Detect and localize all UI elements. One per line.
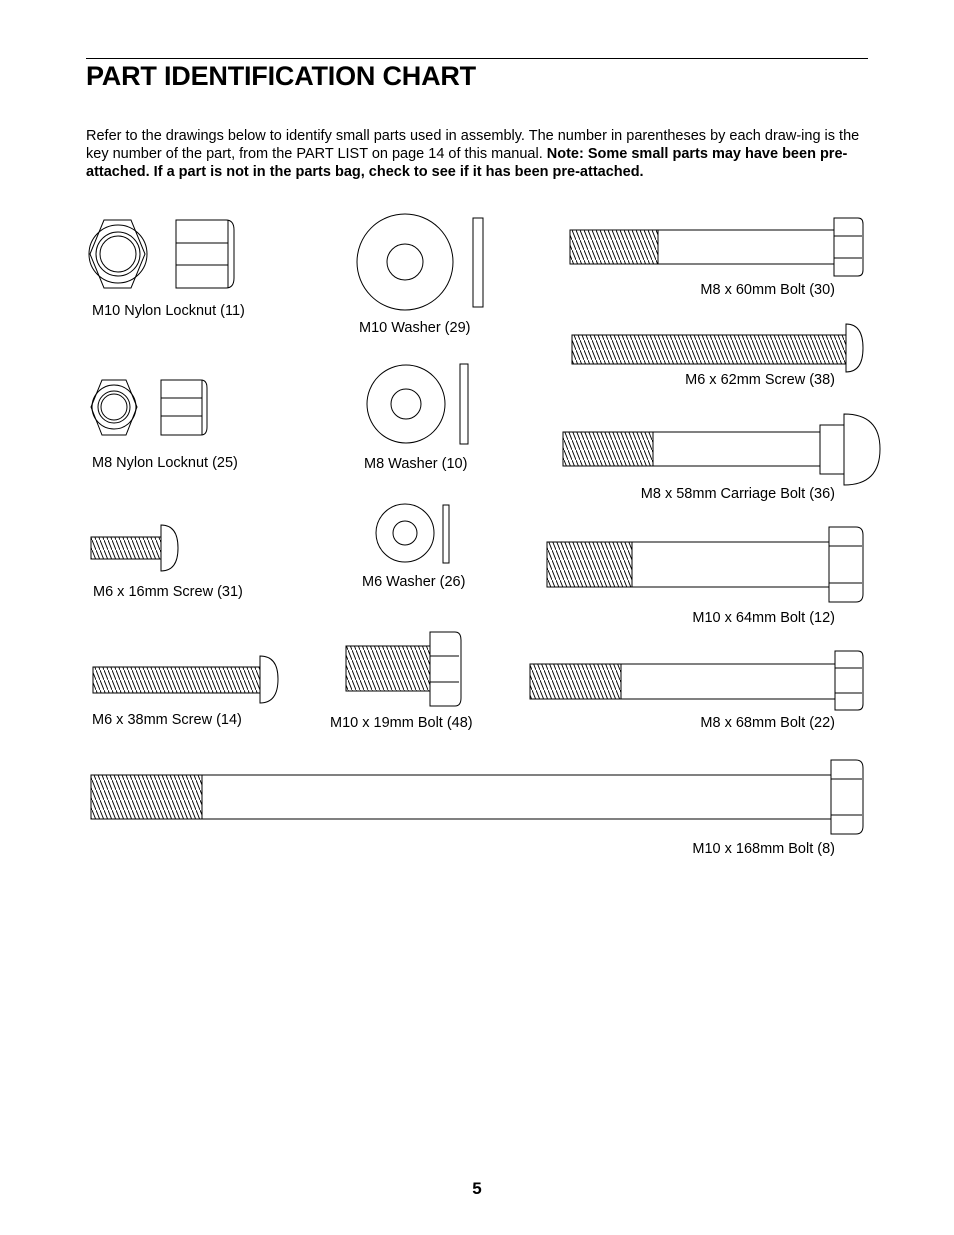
m6-washer-drawing	[376, 504, 449, 563]
label-m6x16-screw: M6 x 16mm Screw (31)	[93, 584, 243, 600]
intro-text: Refer to the drawings below to identify small parts used in assembly. The number in parentheses by each draw-ing is the key number of the part, from the PART LIST on page 14 of this manual.	[86, 128, 860, 162]
label-m6x62-screw: M6 x 62mm Screw (38)	[685, 372, 835, 388]
m8x68-bolt-drawing	[530, 651, 863, 710]
m6x62-screw-drawing	[572, 324, 863, 372]
label-m8-washer: M8 Washer (10)	[364, 456, 468, 472]
m8-locknut-drawing	[91, 380, 207, 435]
label-m8x68-bolt: M8 x 68mm Bolt (22)	[700, 715, 835, 731]
m8x58-carriage-bolt-drawing	[563, 414, 880, 485]
label-m10x19-bolt: M10 x 19mm Bolt (48)	[330, 715, 473, 731]
label-m10x64-bolt: M10 x 64mm Bolt (12)	[692, 610, 835, 626]
intro-note: Note: Some small parts may have been pre-attached. If a part is not in the parts bag, check to see if it has been pre-attached.	[86, 146, 848, 180]
m10x168-bolt-drawing	[91, 760, 863, 834]
label-m6x38-screw: M6 x 38mm Screw (14)	[92, 712, 242, 728]
m6x38-screw-drawing	[93, 656, 278, 703]
label-m8-locknut: M8 Nylon Locknut (25)	[92, 455, 238, 471]
m10x19-bolt-drawing	[346, 632, 461, 706]
label-m8x58-carriage-bolt: M8 x 58mm Carriage Bolt (36)	[640, 486, 835, 502]
label-m8x60-bolt: M8 x 60mm Bolt (30)	[700, 282, 835, 298]
label-m10-locknut: M10 Nylon Locknut (11)	[92, 303, 245, 319]
m10x64-bolt-drawing	[547, 527, 863, 602]
label-m10x168-bolt: M10 x 168mm Bolt (8)	[692, 841, 835, 857]
m10-locknut-drawing	[89, 220, 234, 288]
m8x60-bolt-drawing	[570, 218, 863, 276]
page-number: 5	[472, 1179, 482, 1198]
label-m6-washer: M6 Washer (26)	[362, 574, 466, 590]
m10-washer-drawing	[357, 214, 483, 310]
m8-washer-drawing	[367, 364, 468, 444]
m6x16-screw-drawing	[91, 525, 178, 571]
label-m10-washer: M10 Washer (29)	[359, 320, 471, 336]
page-title: PART IDENTIFICATION CHART	[86, 61, 476, 91]
